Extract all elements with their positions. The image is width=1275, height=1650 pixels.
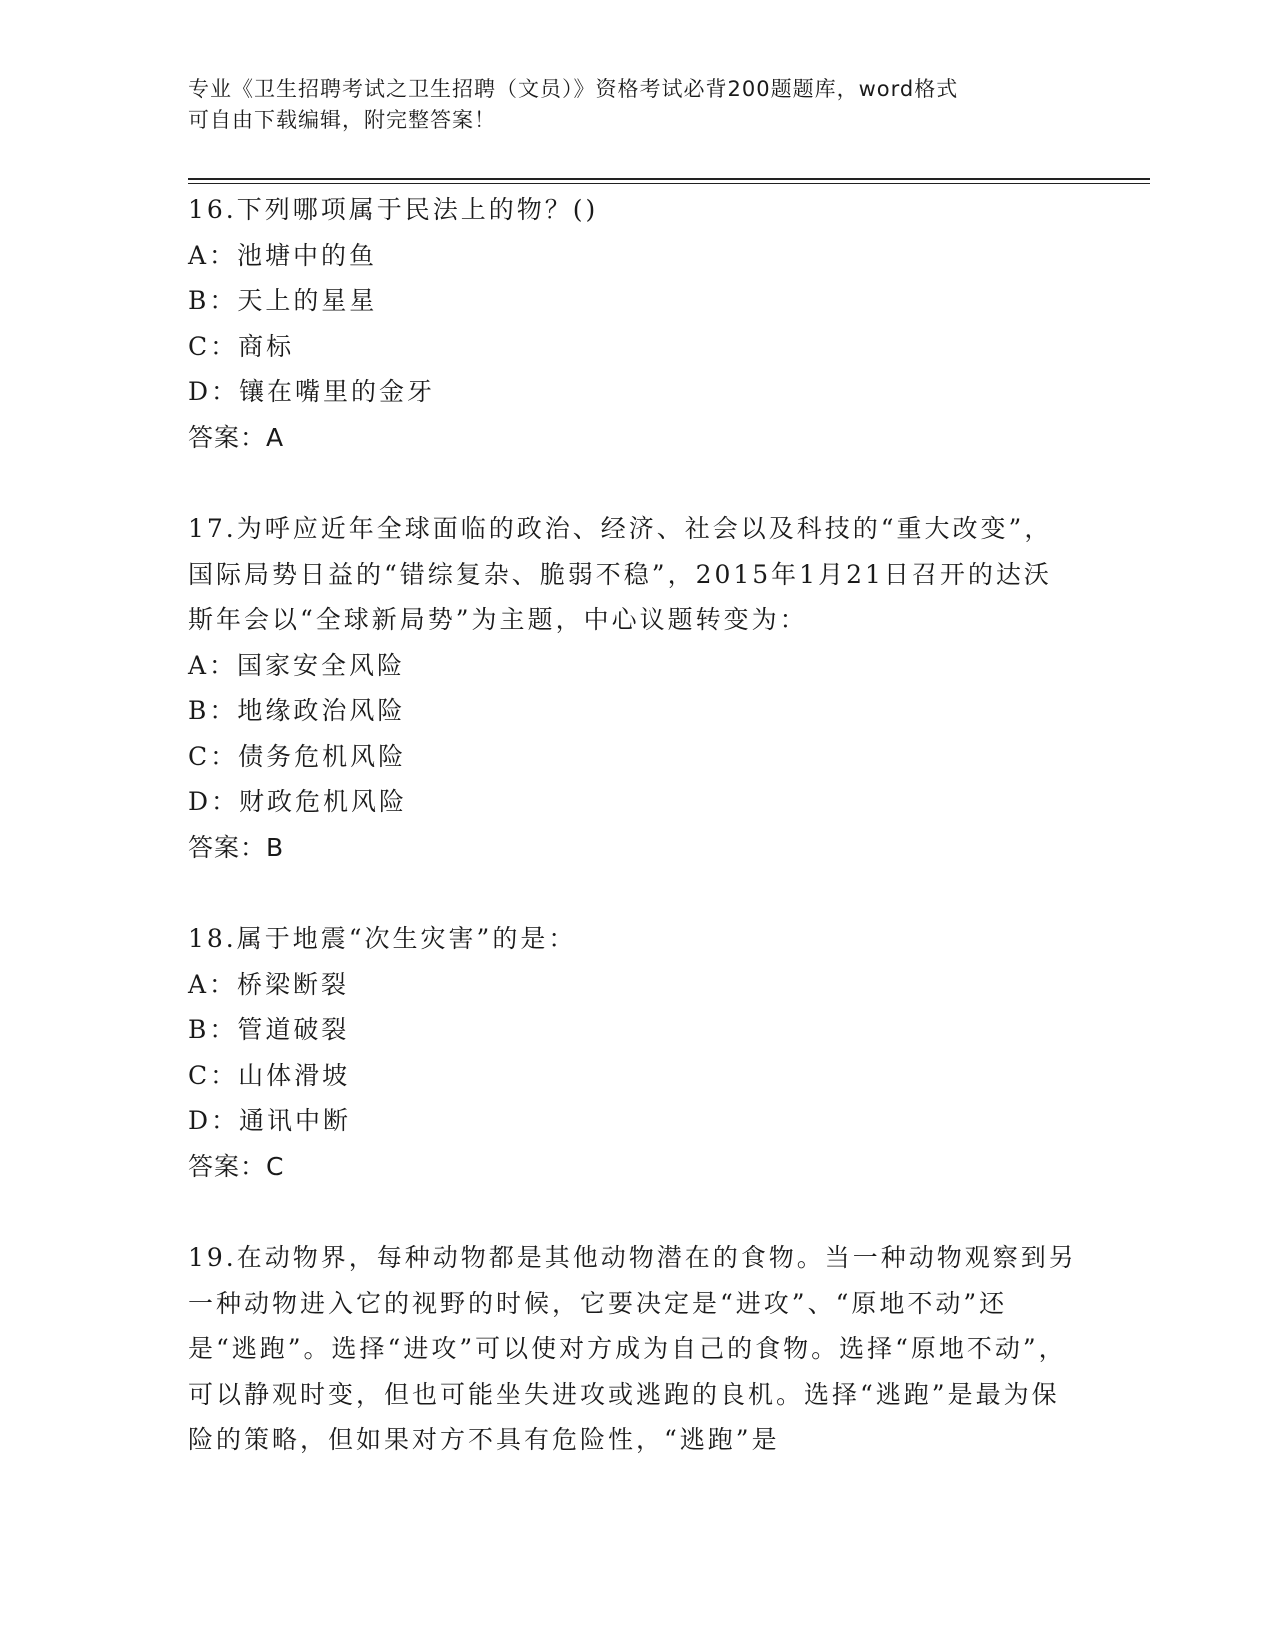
question-16 — [188, 187, 1088, 460]
question-19 — [188, 1235, 1088, 1463]
question-spacer — [188, 870, 1088, 916]
option-d: D：镶在嘴里的金牙 — [188, 377, 436, 406]
question-text: 19.在动物界，每种动物都是其他动物潜在的食物。当一种动物观察到另一种动物进入它的视野的时候，它要决定是“进攻”、“原地不动”还是“逃跑”。选择“进攻”可以使对方成为自己的食物。选择“原地不动”，可以静观时变，但也可能坐失进攻或逃跑的良机。选择“逃跑”是最为保险的策略，但如果对方不具有危险性，“逃跑”是 — [188, 1243, 1077, 1454]
answer-text: 答案：C — [188, 1151, 285, 1181]
document-header — [188, 74, 1068, 136]
header-line-1: 专业《卫生招聘考试之卫生招聘（文员）》资格考试必背200题题库，word格式 — [188, 77, 959, 101]
option-b: B：天上的星星 — [188, 286, 378, 315]
question-spacer — [188, 1189, 1088, 1235]
question-text: 16.下列哪项属于民法上的物？() — [188, 195, 599, 224]
question-18 — [188, 916, 1088, 1189]
question-text: 17.为呼应近年全球面临的政治、经济、社会以及科技的“重大改变”，国际局势日益的“错综复杂、脆弱不稳”，2015年1月21日召开的达沃斯年会以“全球新局势”为主题，中心议题转变为： — [188, 514, 1053, 634]
option-c: C：债务危机风险 — [188, 741, 407, 771]
option-b: B：地缘政治风险 — [188, 696, 406, 725]
answer-text: 答案：A — [188, 422, 285, 452]
option-a: A：池塘中的鱼 — [188, 240, 378, 270]
question-text: 18.属于地震“次生灾害”的是： — [188, 924, 577, 953]
question-spacer — [188, 460, 1088, 506]
answer-text: 答案：B — [188, 832, 285, 862]
option-c: C：商标 — [188, 331, 295, 361]
question-list — [188, 187, 1088, 1463]
option-c: C：山体滑坡 — [188, 1060, 351, 1090]
option-b: B：管道破裂 — [188, 1015, 350, 1044]
option-d: D：通讯中断 — [188, 1106, 352, 1135]
option-a: A：桥梁断裂 — [188, 969, 350, 999]
header-line-2: 可自由下载编辑，附完整答案！ — [188, 108, 496, 132]
option-d: D：财政危机风险 — [188, 787, 408, 816]
option-a: A：国家安全风险 — [188, 650, 406, 680]
header-divider-thick — [188, 178, 1150, 180]
question-17 — [188, 506, 1088, 870]
header-divider-thin — [188, 183, 1150, 184]
